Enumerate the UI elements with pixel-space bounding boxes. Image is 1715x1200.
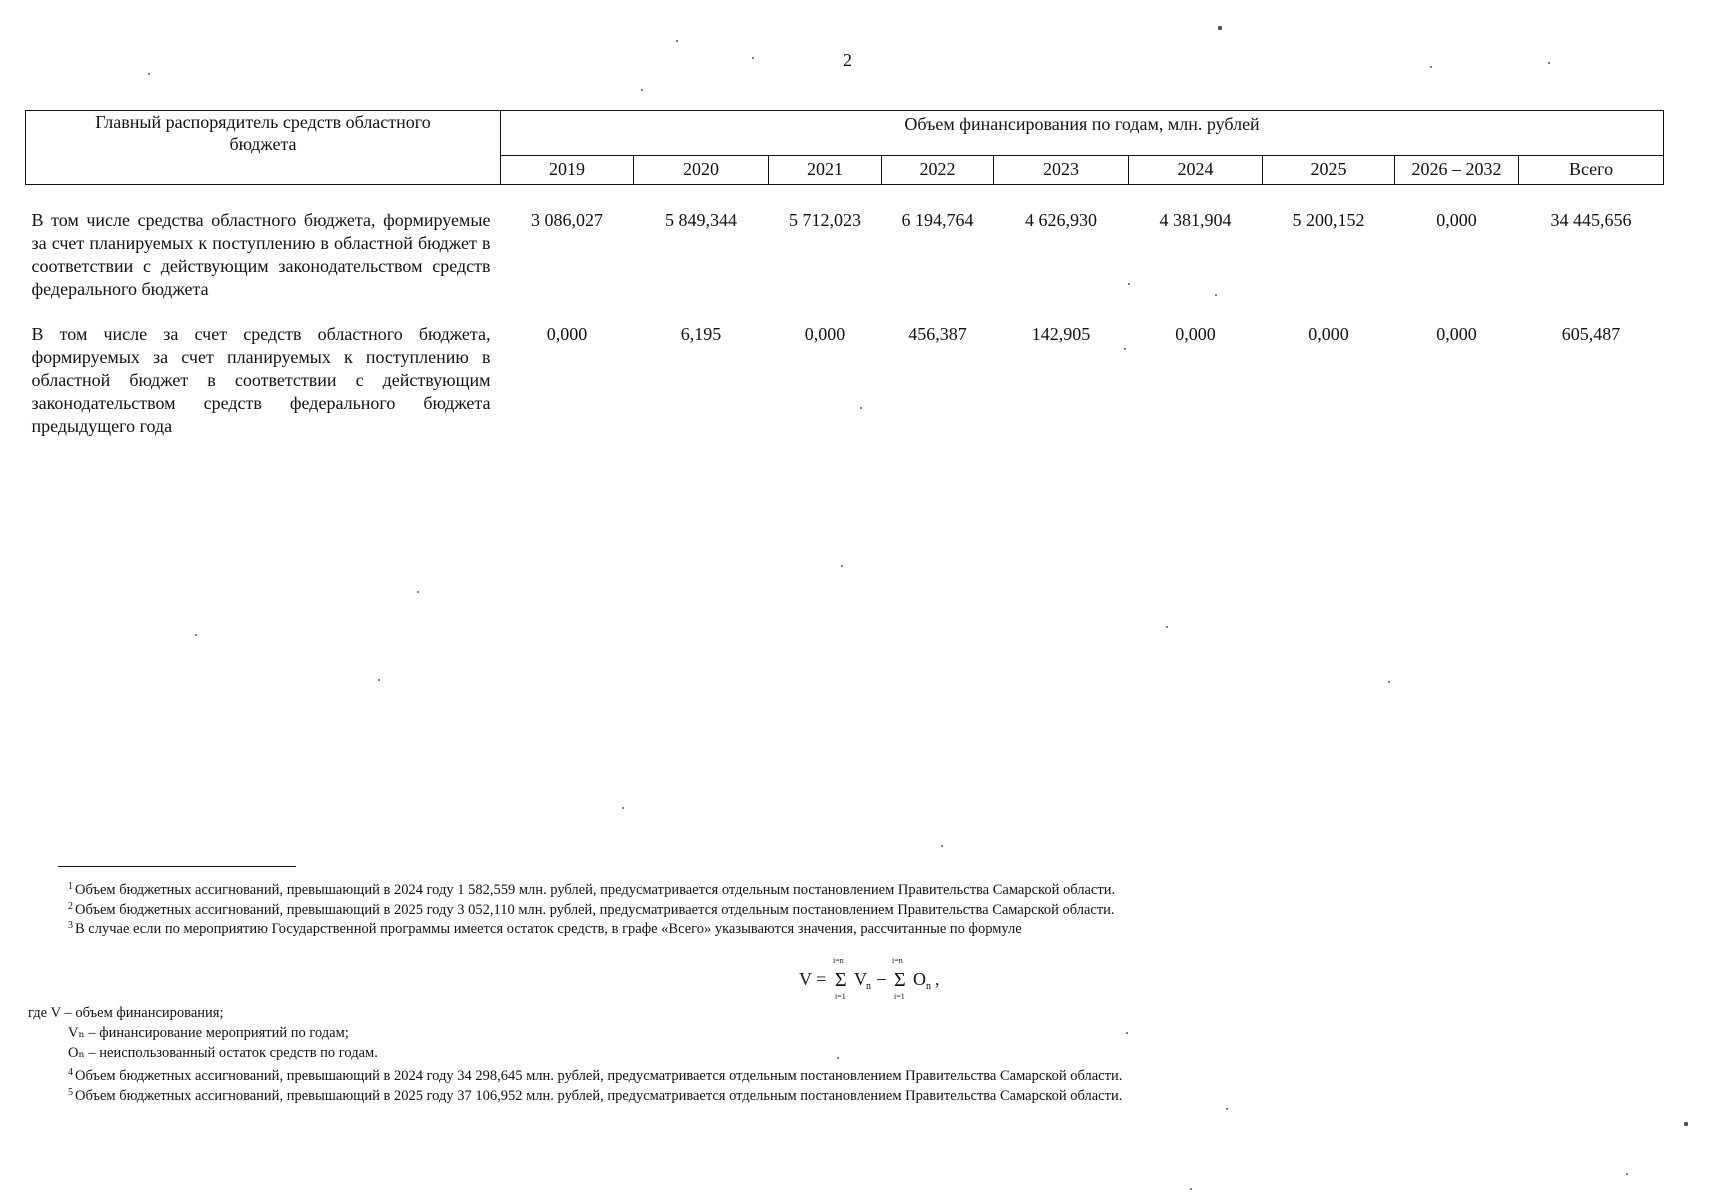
sum-lower-limit: i=1 xyxy=(835,992,846,1001)
cell-total: 605,487 xyxy=(1561,324,1621,344)
formula-minus: – xyxy=(877,968,886,988)
footnote-mark: 1 xyxy=(68,881,73,892)
cell-value: 6,195 xyxy=(680,324,722,344)
header-year-2022: 2022 xyxy=(882,156,994,185)
header-year-2024: 2024 xyxy=(1129,156,1263,185)
scan-speck xyxy=(860,407,862,409)
sum-upper-limit: i=n xyxy=(833,956,844,965)
header-financing-volume: Объем финансирования по годам, млн. рублей xyxy=(501,111,1664,156)
formula-legend-v: где V – объем финансирования; xyxy=(28,1005,224,1021)
scan-speck xyxy=(641,89,643,91)
header-year-2026-2032: 2026 – 2032 xyxy=(1395,156,1519,185)
footnote-mark: 3 xyxy=(68,920,73,931)
footnote-2 xyxy=(68,898,1115,919)
header-year-2023: 2023 xyxy=(994,156,1129,185)
cell-total: 34 445,656 xyxy=(1550,210,1632,230)
formula-term-v: V xyxy=(854,969,867,989)
footnote-mark: 2 xyxy=(68,901,73,912)
footnote-4 xyxy=(68,1064,1122,1085)
footnote-text: Объем бюджетных ассигнований, превышающий в 2025 году 37 106,952 млн. рублей, предусматривается отдельным постановлением Правительства Самарской области. xyxy=(75,1088,1123,1104)
scan-speck xyxy=(1128,283,1130,285)
header-year-2021: 2021 xyxy=(769,156,882,185)
formula-term-o: O xyxy=(913,969,926,989)
formula-legend-vn: Vₙ – финансирование мероприятий по годам; xyxy=(68,1025,349,1041)
cell-value: 3 086,027 xyxy=(531,210,603,230)
formula-term-o-sub: n xyxy=(926,981,931,992)
scan-speck xyxy=(378,679,380,681)
scan-speck xyxy=(417,591,419,593)
formula-term-v-sub: n xyxy=(866,981,871,992)
footnote-separator xyxy=(58,866,296,867)
table-row xyxy=(26,323,1664,438)
scan-speck xyxy=(195,634,197,636)
header-year-2020: 2020 xyxy=(634,156,769,185)
cell-value: 456,387 xyxy=(908,324,967,344)
header-total: Всего xyxy=(1519,156,1664,185)
sigma-icon: Σ xyxy=(894,969,906,991)
scan-speck xyxy=(1548,62,1550,64)
footnote-1 xyxy=(68,878,1115,899)
cell-value: 0,000 xyxy=(1436,324,1477,344)
scan-speck xyxy=(1218,26,1222,30)
sum-lower-limit: i=1 xyxy=(894,992,905,1001)
financing-formula xyxy=(795,955,955,1003)
scan-speck xyxy=(752,57,754,59)
header-year-2019: 2019 xyxy=(501,156,634,185)
cell-value: 4 381,904 xyxy=(1159,210,1232,230)
cell-value: 6 194,764 xyxy=(901,210,974,230)
cell-value: 4 626,930 xyxy=(1025,210,1097,230)
footnote-text: Объем бюджетных ассигнований, превышающий в 2024 году 1 582,559 млн. рублей, предусматривается отдельным постановлением Правительства Самарской области. xyxy=(75,882,1116,898)
footnote-mark: 5 xyxy=(68,1087,73,1098)
scan-speck xyxy=(1190,1188,1192,1190)
cell-value: 0,000 xyxy=(1175,324,1216,344)
formula-legend-on: Oₙ – неиспользованный остаток средств по годам. xyxy=(68,1045,378,1061)
scan-speck xyxy=(1126,1032,1128,1034)
footnote-3 xyxy=(68,917,1022,938)
scan-speck xyxy=(1124,348,1126,350)
scan-speck xyxy=(1166,626,1168,628)
table-row xyxy=(26,209,1664,301)
header-distributor: Главный распорядитель средств областного бюджета xyxy=(26,111,501,185)
sigma-icon: Σ xyxy=(835,969,847,991)
scan-speck xyxy=(676,40,678,42)
formula-lhs: V = xyxy=(799,969,827,989)
cell-value: 5 849,344 xyxy=(665,210,737,230)
cell-value: 142,905 xyxy=(1031,324,1091,344)
scan-speck xyxy=(1684,1122,1688,1126)
footnote-5 xyxy=(68,1084,1122,1105)
scan-speck xyxy=(841,565,843,567)
scan-speck xyxy=(1388,681,1390,683)
scan-speck xyxy=(837,1057,839,1059)
scan-speck xyxy=(148,73,150,75)
scan-speck xyxy=(941,845,943,847)
scan-speck xyxy=(1430,66,1432,68)
cell-value: 0,000 xyxy=(804,324,846,344)
cell-value: 0,000 xyxy=(1436,210,1477,230)
footnote-text: Объем бюджетных ассигнований, превышающий в 2025 году 3 052,110 млн. рублей, предусматривается отдельным постановлением Правительства Самарской области. xyxy=(75,902,1115,918)
header-year-2025: 2025 xyxy=(1263,156,1395,185)
cell-value: 0,000 xyxy=(1308,324,1349,344)
row-description: В том числе за счет средств областного бюджета, формируемых за счет планируемых к поступлению в областной бюджет в соответствии с действующим законодательством средств федерального бюджета предыдущего года xyxy=(31,324,491,436)
page-number: 2 xyxy=(843,50,852,70)
cell-value: 0,000 xyxy=(546,324,588,344)
scan-speck xyxy=(1626,1173,1628,1175)
scan-speck xyxy=(1215,294,1217,296)
footnote-mark: 4 xyxy=(68,1067,73,1078)
sum-upper-limit: i=n xyxy=(892,956,903,965)
cell-value: 5 712,023 xyxy=(789,210,861,230)
footnote-text: Объем бюджетных ассигнований, превышающий в 2024 году 34 298,645 млн. рублей, предусматривается отдельным постановлением Правительства Самарской области. xyxy=(75,1068,1123,1084)
financing-table xyxy=(25,110,1664,438)
footnote-text: В случае если по мероприятию Государственной программы имеется остаток средств, в графе «Всего» указываются значения, рассчитанные по формуле xyxy=(75,921,1022,937)
cell-value: 5 200,152 xyxy=(1292,210,1365,230)
scan-speck xyxy=(1226,1108,1228,1110)
scan-speck xyxy=(622,807,624,809)
row-description: В том числе средства областного бюджета, формируемые за счет планируемых к поступлению в областной бюджет в соответствии с действующим законодательством средств федерального бюджета xyxy=(31,210,491,299)
formula-tail: , xyxy=(935,969,940,989)
